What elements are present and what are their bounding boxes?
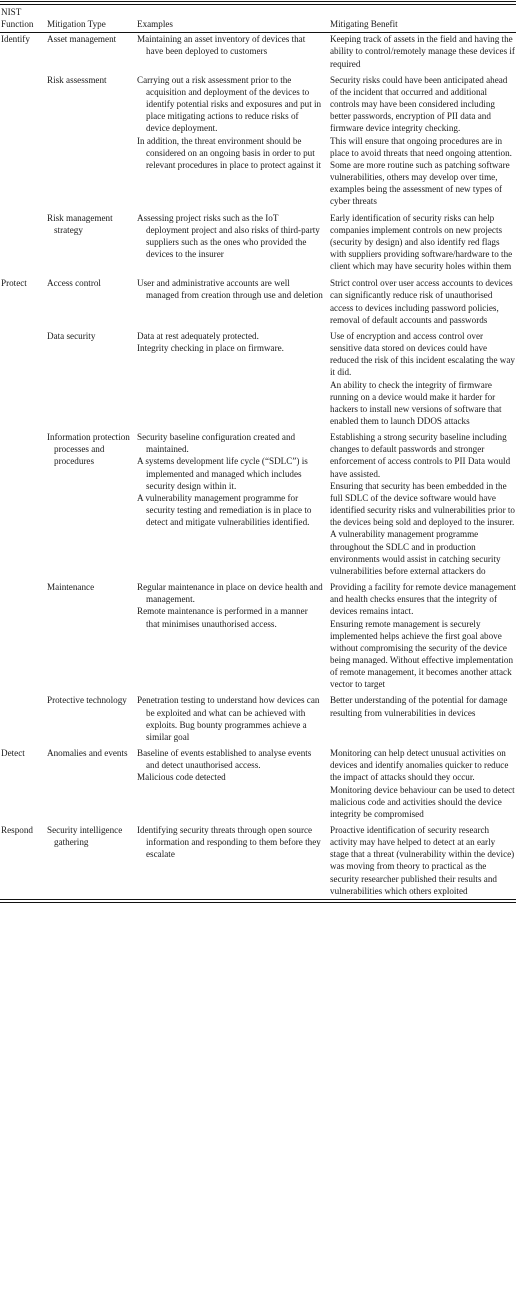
header-mitigation-type: Mitigation Type <box>47 19 106 30</box>
cell-mitigating-benefit <box>327 824 516 899</box>
table-row <box>0 212 516 278</box>
example-paragraph: Baseline of events established to analyse events and detect unauthorised access. <box>137 748 312 771</box>
mitigation-type-text: Maintenance <box>47 582 95 593</box>
mitigation-type-text: Risk management strategy <box>47 212 113 235</box>
example-paragraph: Malicious code detected <box>137 772 226 783</box>
cell-nist-function <box>0 330 46 431</box>
mitigation-type-text: Data security <box>47 330 96 341</box>
cell-examples <box>135 581 327 694</box>
benefit-paragraph: Use of encryption and access control over sensitive data stored on devices could have reduced the risk of this incident escalating the way it did. <box>330 330 515 378</box>
table-row <box>0 33 516 73</box>
cell-mitigating-benefit <box>327 694 516 747</box>
table-body <box>0 32 516 899</box>
mitigation-type-text: Protective technology <box>47 695 127 706</box>
cell-examples <box>135 431 327 581</box>
example-paragraph: Integrity checking in place on firmware. <box>137 343 284 354</box>
benefit-paragraph: Strict control over user access accounts to devices can significantly reduce risk of unauthorised access to devices including password policies, removal of default accounts and passwords <box>330 278 513 325</box>
benefit-paragraph: A vulnerability management programme throughout the SDLC and in production environments would assist in catching security vulnerabilities before external attackers do <box>330 529 501 576</box>
cell-examples <box>135 747 327 824</box>
benefit-paragraph: Security risks could have been anticipated ahead of the incident that occurred and additional controls may have been considered including better passwords, encryption of PII data and firmware device integrity checking. <box>330 74 508 134</box>
table-row <box>0 581 516 694</box>
cell-nist-function <box>0 581 46 694</box>
cell-mitigation-type <box>46 33 135 73</box>
benefit-paragraph: Monitoring device behaviour can be used to detect malicious code and activities should the device integrity be compromised <box>330 784 515 819</box>
table-row <box>0 431 516 581</box>
cell-mitigation-type <box>46 581 135 694</box>
cell-mitigating-benefit <box>327 747 516 824</box>
cell-mitigating-benefit <box>327 74 516 212</box>
table-row <box>0 747 516 824</box>
example-paragraph: Regular maintenance in place on device health and management. <box>137 582 323 605</box>
benefit-paragraph: An ability to check the integrity of firmware running on a device would make it harder for hackers to install new versions of software that enabled them to launch DDOS attacks <box>330 379 502 426</box>
header-examples: Examples <box>137 19 173 30</box>
benefit-paragraph: Ensuring remote management is securely implemented helps achieve the first goal above without compromising the security of the device being managed. Without effective implementation of remote management, it becomes another attack vector to target <box>330 618 514 690</box>
header-mitigating-benefit: Mitigating Benefit <box>330 19 398 30</box>
cell-mitigating-benefit <box>327 330 516 431</box>
benefit-paragraph: Better understanding of the potential for damage resulting from vulnerabilities in devices <box>330 695 508 718</box>
bottom-rule-double <box>0 902 516 903</box>
cell-examples <box>135 74 327 212</box>
mitigation-type-text: Information protection processes and procedures <box>47 432 130 467</box>
cell-mitigation-type <box>46 747 135 824</box>
example-paragraph: Penetration testing to understand how devices can be exploited and what can be achieved with exploits. Bug bounty programmes achieve a similar goal <box>137 695 320 742</box>
cell-nist-function <box>0 694 46 747</box>
cell-mitigation-type <box>46 330 135 431</box>
mitigation-type-text: Risk assessment <box>47 74 107 85</box>
cell-examples <box>135 824 327 899</box>
example-paragraph: A systems development life cycle (“SDLC”) is implemented and managed which includes security design within it. <box>137 456 308 491</box>
benefit-paragraph: Establishing a strong security baseline including changes to default passwords and stronger enforcement of access controls to PII Data would have assisted. <box>330 432 511 479</box>
nist-mitigation-table <box>0 5 516 899</box>
benefit-paragraph: Proactive identification of security research activity may have helped to detect at an early stage that a threat (vulnerability within the device) was moving from theory to practical as the security researcher published their results and vulnerabilities which others exploited <box>330 825 515 896</box>
cell-mitigation-type <box>46 277 135 330</box>
cell-mitigation-type <box>46 431 135 581</box>
table-row <box>0 74 516 212</box>
benefit-paragraph: Ensuring that security has been embedded in the full SDLC of the device software would have identified security risks and vulnerabilities prior to the devices being sold and deployed to the insurer. <box>330 480 515 528</box>
cell-examples <box>135 277 327 330</box>
benefit-paragraph: Keeping track of assets in the field and having the ability to control/remotely manage these devices if required <box>330 34 515 69</box>
benefit-paragraph: Early identification of security risks can help companies implement controls on new projects (security by design) and also identify red flags with suppliers providing software/hardware to the client which may have security holes within them <box>330 212 513 272</box>
mitigation-type-text: Security intelligence gathering <box>47 825 123 848</box>
example-paragraph: Assessing project risks such as the IoT deployment project and also risks of third-party suppliers such as the ones who provided the devices to the insurer <box>137 212 320 259</box>
cell-nist-function: Detect <box>1 748 25 759</box>
example-paragraph: Data at rest adequately protected. <box>137 330 259 341</box>
example-paragraph: In addition, the threat environment should be considered on an ongoing basis in order to put relevant procedures in place to protect against it <box>137 135 322 170</box>
cell-nist-function <box>0 431 46 581</box>
header-nist-function <box>0 5 46 32</box>
bottom-rule <box>0 899 516 900</box>
example-paragraph: Maintaining an asset inventory of devices that have been deployed to customers <box>137 34 306 57</box>
cell-mitigation-type <box>46 824 135 899</box>
cell-mitigation-type <box>46 212 135 278</box>
table-row <box>0 277 516 330</box>
cell-examples <box>135 330 327 431</box>
cell-examples <box>135 694 327 747</box>
mitigation-type-text: Asset management <box>47 34 117 45</box>
example-paragraph: Carrying out a risk assessment prior to the acquisition and deployment of the devices to identify potential risks and exposures and put in place mitigating actions to reduce risks of device deployment. <box>137 74 322 134</box>
cell-mitigating-benefit <box>327 212 516 278</box>
benefit-paragraph: Monitoring can help detect unusual activities on devices and identify anomalies quicker to reduce the impact of attacks should they occur. <box>330 748 509 783</box>
example-paragraph: Remote maintenance is performed in a manner that minimises unauthorised access. <box>137 606 308 629</box>
mitigation-type-text: Anomalies and events <box>47 748 128 759</box>
table-row <box>0 824 516 899</box>
header-row <box>0 5 516 32</box>
cell-nist-function: Respond <box>1 825 33 835</box>
header-nist-function-label: NIST Function <box>1 7 34 30</box>
table-row <box>0 330 516 431</box>
example-paragraph: A vulnerability management programme for security testing and remediation is in place to detect and mitigate vulnerabilities identified. <box>137 492 312 528</box>
table-row <box>0 694 516 747</box>
cell-examples <box>135 33 327 73</box>
mitigation-type-text: Access control <box>47 278 101 289</box>
cell-nist-function: Identify <box>1 34 30 45</box>
example-paragraph: User and administrative accounts are well managed from creation through use and deletion <box>137 278 323 301</box>
benefit-paragraph: This will ensure that ongoing procedures are in place to avoid threats that need ongoing attention. Some are more routine such as patching software vulnerabilities, others may develop over time, examples being the assessment of new types of cyber threats <box>330 135 512 207</box>
cell-examples <box>135 212 327 278</box>
cell-mitigating-benefit <box>327 33 516 73</box>
example-paragraph: Identifying security threats through open source information and responding to them before they escalate <box>137 825 321 860</box>
cell-mitigation-type <box>46 74 135 212</box>
cell-mitigating-benefit <box>327 277 516 330</box>
benefit-paragraph: Providing a facility for remote device management and health checks ensures that the integrity of devices remains intact. <box>330 582 516 617</box>
top-rule <box>0 1 516 2</box>
cell-mitigating-benefit <box>327 431 516 581</box>
example-paragraph: Security baseline configuration created and maintained. <box>137 432 296 455</box>
cell-mitigation-type <box>46 694 135 747</box>
cell-nist-function <box>0 74 46 212</box>
cell-mitigating-benefit <box>327 581 516 694</box>
cell-nist-function: Protect <box>1 278 27 289</box>
cell-nist-function <box>0 212 46 278</box>
